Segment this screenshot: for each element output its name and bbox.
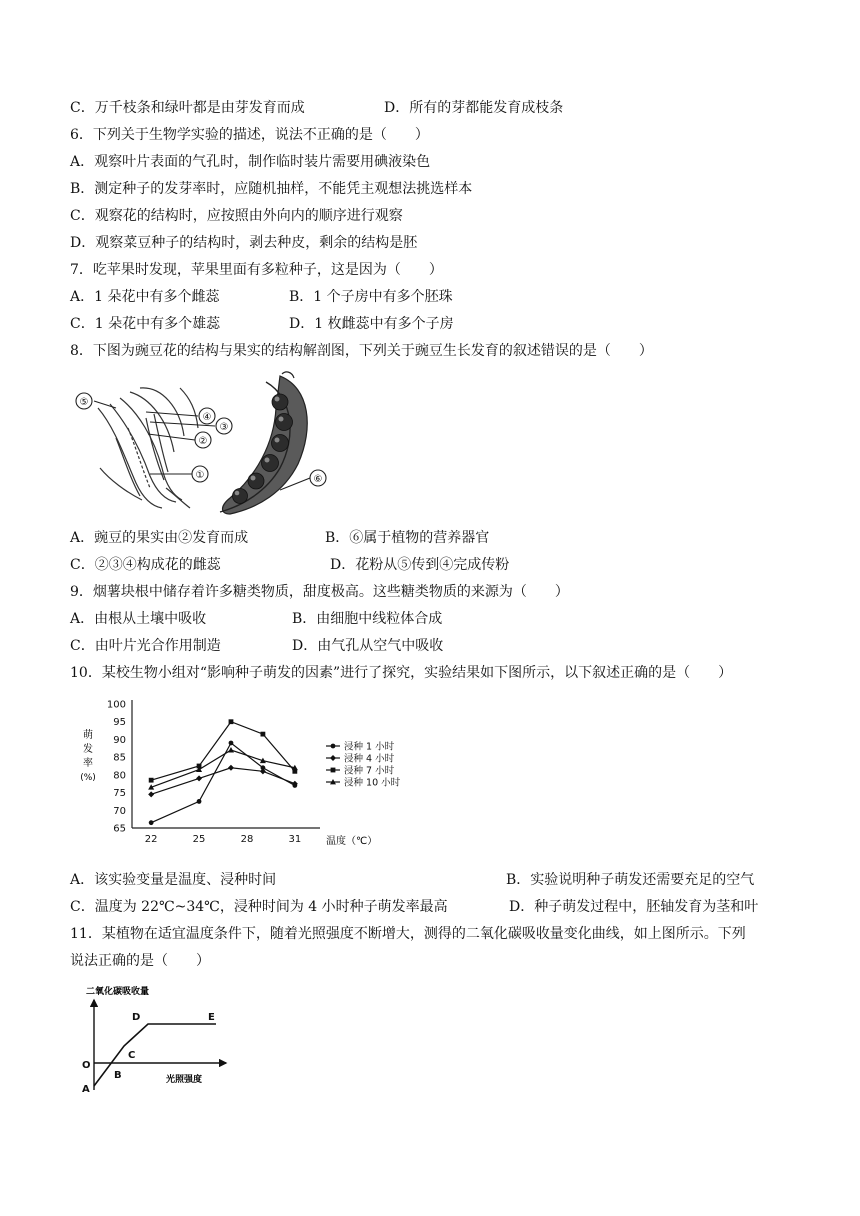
q6-option-c: C．观察花的结构时，应按照由外向内的顺序进行观察 <box>70 208 403 224</box>
q7-option-a: A．1 朵花中有多个雌蕊 <box>70 289 220 305</box>
y-tick-label: 85 <box>113 752 126 764</box>
q8-stem: 8．下图为豌豆花的结构与果实的结构解剖图，下列关于豌豆生长发育的叙述错误的是（ ） <box>70 343 653 359</box>
y-tick-label: 95 <box>113 717 126 729</box>
legend-marker <box>331 768 336 773</box>
label-3: ③ <box>219 422 229 433</box>
label-4: ④ <box>202 412 212 423</box>
legend-entry: 浸种 4 小时 <box>344 753 395 765</box>
data-point <box>149 820 154 825</box>
q10-option-c: C．温度为 22℃~34℃，浸种时间为 4 小时种子萌发率最高 <box>70 899 448 915</box>
series-line <box>151 750 295 787</box>
data-point <box>196 775 202 781</box>
co2-y-axis-label: 二氧化碳吸收量 <box>86 987 150 997</box>
y-tick-label: 70 <box>113 805 126 817</box>
series-4 <box>148 747 298 790</box>
q8-option-d: D．花粉从⑤传到④完成传粉 <box>330 557 510 573</box>
label-2: ② <box>198 436 208 447</box>
series-1 <box>149 741 297 826</box>
y-tick-label: 90 <box>113 734 126 746</box>
x-tick-label: 25 <box>192 834 206 845</box>
series-2 <box>148 765 298 798</box>
co2-x-axis-label: 光照强度 <box>166 1075 203 1085</box>
label-6: ⑥ <box>313 474 323 485</box>
y-axis-label-3: 率 <box>83 758 93 769</box>
q10-option-b: B．实验说明种子萌发还需要充足的空气 <box>506 872 755 888</box>
pea-pod-sketch <box>220 372 307 514</box>
q10-option-d: D．种子萌发过程中，胚轴发育为茎和叶 <box>509 899 759 915</box>
data-point <box>148 791 154 797</box>
data-point <box>228 765 234 771</box>
q9-option-a: A．由根从土壤中吸收 <box>70 611 207 627</box>
q9-option-d: D．由气孔从空气中吸收 <box>292 638 444 654</box>
q8-option-b: B．⑥属于植物的营养器官 <box>325 530 490 546</box>
y-axis-label-4: (%) <box>80 773 96 783</box>
data-point <box>229 741 234 746</box>
q10-option-a: A．该实验变量是温度、浸种时间 <box>70 872 277 888</box>
series-line <box>151 768 295 795</box>
point-e-label: E <box>208 1012 215 1023</box>
q7-stem: 7．吃苹果时发现，苹果里面有多粒种子，这是因为（ ） <box>70 262 443 278</box>
q5-option-d: D．所有的芽都能发育成枝条 <box>384 100 564 116</box>
legend-entry: 浸种 1 小时 <box>344 741 395 753</box>
y-axis-label-1: 萌 <box>83 730 93 741</box>
q11-stem-line2: 说法正确的是（ ） <box>70 953 210 969</box>
q9-stem: 9．烟薯块根中储存着许多糖类物质，甜度极高。这些糖类物质的来源为（ ） <box>70 584 569 600</box>
q6-option-a: A．观察叶片表面的气孔时，制作临时装片需要用碘液染色 <box>70 154 431 170</box>
point-d-label: D <box>132 1012 141 1023</box>
q5-option-c: C．万千枝条和绿叶都是由芽发育而成 <box>70 100 305 116</box>
y-tick-label: 80 <box>113 770 126 782</box>
q7-option-d: D．1 枚雌蕊中有多个子房 <box>289 316 454 332</box>
germination-line-chart <box>70 692 415 852</box>
y-tick-label: 75 <box>113 788 126 800</box>
q6-option-d: D．观察菜豆种子的结构时，剥去种皮，剩余的结构是胚 <box>70 235 418 251</box>
pea-flower-sketch <box>98 388 198 508</box>
q6-stem: 6．下列关于生物学实验的描述，说法不正确的是（ ） <box>70 127 429 143</box>
y-tick-label: 100 <box>106 699 126 711</box>
q7-option-c: C．1 朵花中有多个雄蕊 <box>70 316 221 332</box>
legend-entry: 浸种 7 小时 <box>344 765 395 777</box>
q9-option-b: B．由细胞中线粒体合成 <box>292 611 443 627</box>
co2-absorption-curve-figure <box>76 984 236 1096</box>
q6-option-b: B．测定种子的发芽率时，应随机抽样，不能凭主观想法挑选样本 <box>70 181 473 197</box>
data-point <box>197 799 202 804</box>
q8-option-c: C．②③④构成花的雌蕊 <box>70 557 221 573</box>
pea-flower-fruit-figure <box>70 368 335 516</box>
q7-option-b: B．1 个子房中有多个胚珠 <box>289 289 453 305</box>
data-point <box>261 732 266 737</box>
label-1: ① <box>195 470 205 481</box>
q11-stem-line1: 11．某植物在适宜温度条件下，随着光照强度不断增大，测得的二氧化碳吸收量变化曲线，如上图所示。下列 <box>70 926 746 942</box>
q10-stem: 10．某校生物小组对“影响种子萌发的因素”进行了探究，实验结果如下图所示，以下叙述正确的是（ ） <box>70 665 733 681</box>
q8-option-a: A．豌豆的果实由②发育而成 <box>70 530 249 546</box>
series-line <box>151 722 295 780</box>
legend-marker <box>330 755 336 761</box>
point-a-label: A <box>82 1084 90 1095</box>
label-5: ⑤ <box>79 397 89 408</box>
legend-entry: 浸种 10 小时 <box>344 777 401 789</box>
x-tick-label: 28 <box>240 834 254 845</box>
data-point <box>149 778 154 783</box>
x-axis-label: 温度（℃） <box>326 836 378 847</box>
y-axis-label-2: 发 <box>83 744 93 755</box>
legend-marker <box>331 744 336 749</box>
q9-option-c: C．由叶片光合作用制造 <box>70 638 221 654</box>
series-3 <box>149 719 297 782</box>
point-o-label: O <box>82 1060 91 1071</box>
y-tick-label: 65 <box>113 823 126 835</box>
point-b-label: B <box>114 1070 122 1081</box>
x-tick-label: 22 <box>144 834 158 845</box>
data-point <box>229 719 234 724</box>
x-tick-label: 31 <box>288 834 302 845</box>
point-c-label: C <box>128 1050 136 1061</box>
